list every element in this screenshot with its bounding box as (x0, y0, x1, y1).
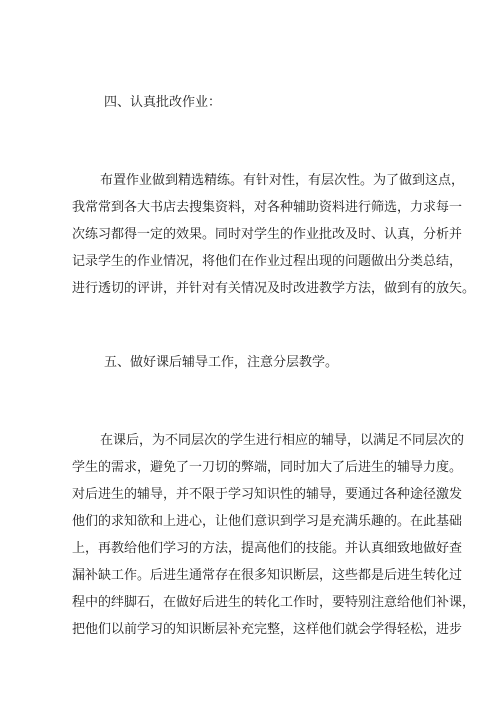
paragraph-line: 次练习都得一定的效果。同时对学生的作业批改及时、认真，分析并 (72, 227, 463, 242)
paragraph-line: 上，再教给他们学习的方法，提高他们的技能。并认真细致地做好查 (72, 541, 463, 556)
paragraph-line: 对后进生的辅导，并不限于学习知识性的辅导，要通过各种途径激发 (72, 487, 463, 502)
section-4-heading: 四、认真批改作业： (104, 95, 222, 110)
section-5-heading: 五、做好课后辅导工作，注意分层教学。 (104, 355, 339, 370)
paragraph-line: 他们的求知欲和上进心，让他们意识到学习是充满乐趣的。在此基础 (72, 514, 463, 529)
paragraph-line: 布置作业做到精选精练。有针对性，有层次性。为了做到这点， (100, 173, 465, 188)
paragraph-line: 记录学生的作业情况，将他们在作业过程出现的问题做出分类总结， (72, 254, 463, 269)
paragraph-line: 学生的需求，避免了一刀切的弊端，同时加大了后进生的辅导力度。 (72, 460, 463, 475)
paragraph-line: 我常常到各大书店去搜集资料，对各种辅助资料进行筛选，力求每一 (72, 200, 463, 215)
paragraph-line: 漏补缺工作。后进生通常存在很多知识断层，这些都是后进生转化过 (72, 568, 463, 583)
paragraph-line: 程中的绊脚石，在做好后进生的转化工作时，要特别注意给他们补课， (72, 595, 476, 610)
paragraph-line: 在课后，为不同层次的学生进行相应的辅导，以满足不同层次的 (100, 433, 465, 448)
section-5-paragraph (72, 427, 476, 643)
paragraph-line: 把他们以前学习的知识断层补充完整，这样他们就会学得轻松，进步 (72, 622, 463, 637)
paragraph-line: 进行透切的评讲，并针对有关情况及时改进教学方法，做到有的放矢。 (72, 281, 476, 296)
section-4-paragraph (72, 167, 476, 302)
